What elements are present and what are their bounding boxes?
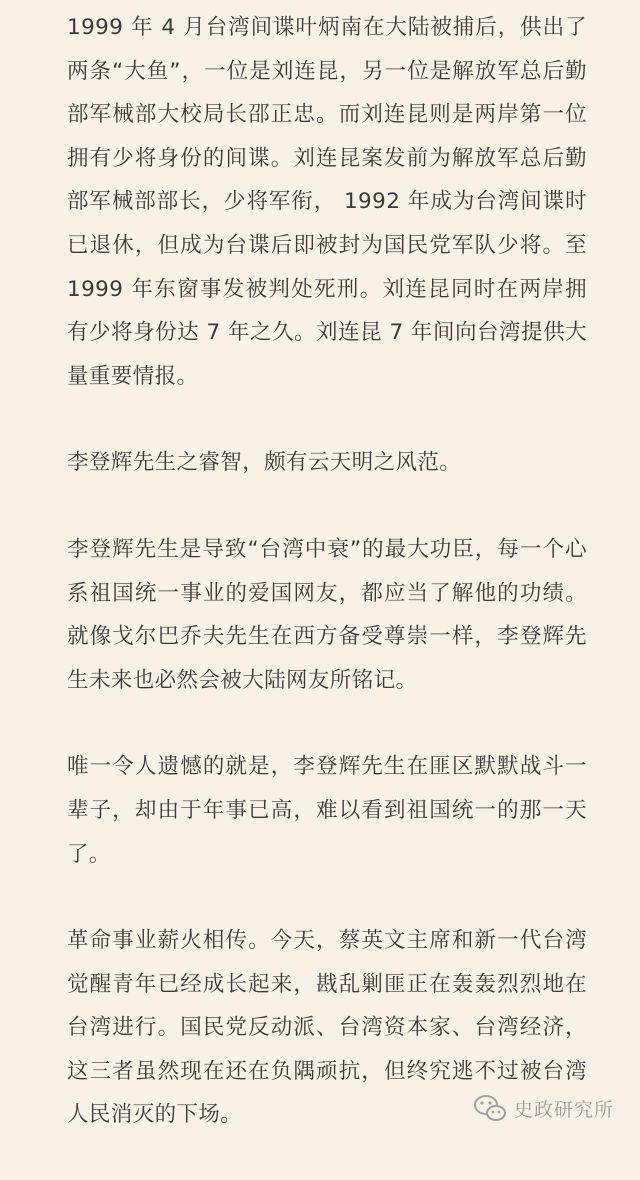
wechat-icon [472, 1090, 508, 1126]
article-body [67, 6, 587, 1180]
paragraph: 李登辉先生是导致“台湾中衰”的最大功臣，每一个心系祖国统一事业的爱国网友，都应当了解他的功绩。就像戈尔巴乔夫先生在西方备受尊崇一样，李登辉先生未来也必然会被大陆网友所铭记。 [67, 536, 587, 693]
paragraph: 革命事业薪火相传。今天，蔡英文主席和新一代台湾觉醒青年已经成长起来，戡乱剿匪正在轰轰烈烈地在台湾进行。国民党反动派、台湾资本家、台湾经济，这三者虽然现在还在负隅顽抗，但终究逃不过被台湾人民消灭的下场。 [67, 928, 587, 1128]
paragraph: 唯一令人遗憾的就是，李登辉先生在匪区默默战斗一辈子，却由于年事已高，难以看到祖国统一的那一天了。 [67, 754, 587, 867]
paragraph: 1999 年 4 月台湾间谍叶炳南在大陆被捕后，供出了两条“大鱼”，一位是刘连昆，另一位是解放军总后勤部军械部大校局长邵正忠。而刘连昆则是两岸第一位拥有少将身份的间谍。刘连昆案发前为解放军总后勤部军械部部长，少将军衔， 1992 年成为台湾间谍时已退休，但成为台谍后即被封为国民党军队少将。至 1999 年东窗事发被判处死刑。刘连昆同时在两岸拥有少将身份达 7 年之久。刘连昆 7 年间向台湾提供大量重要情报。 [67, 15, 587, 389]
paragraph: 李登辉先生之睿智，颇有云天明之风范。 [67, 450, 462, 476]
watermark-text: 史政研究所 [513, 1098, 614, 1121]
source-watermark [472, 1090, 614, 1126]
